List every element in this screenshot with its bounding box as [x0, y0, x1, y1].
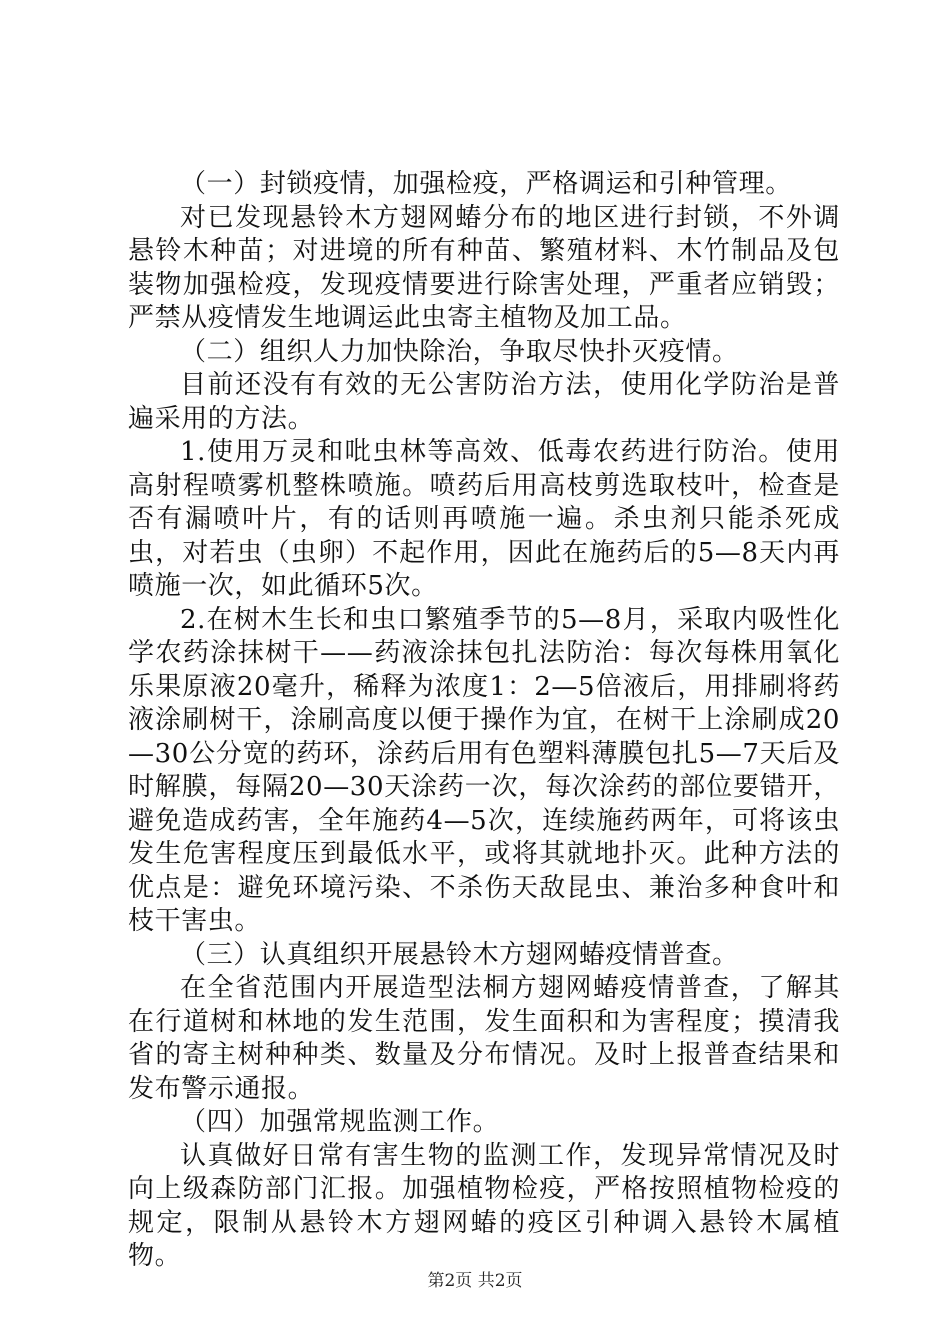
document-body	[128, 168, 840, 1274]
heading-3-survey: （三）认真组织开展悬铃木方翅网蝽疫情普查。	[180, 939, 739, 970]
paragraph-chemical-control-intro: 目前还没有有效的无公害防治方法，使用化学防治是普遍采用的方法。	[128, 370, 840, 434]
paragraph-method-1-spraying: 1.使用万灵和吡虫林等高效、低毒农药进行防治。使用高射程喷雾机整株喷施。喷药后用高枝剪选取枝叶，检查是否有漏喷叶片，有的话则再喷施一遍。杀虫剂只能杀死成虫，对若虫（虫卵）不起作用，因此在施药后的5—8天内再喷施一次，如此循环5次。	[128, 437, 840, 601]
heading-2-organize-control: （二）组织人力加快除治，争取尽快扑灭疫情。	[180, 336, 739, 367]
paragraph-quarantine-measures: 对已发现悬铃木方翅网蝽分布的地区进行封锁，不外调悬铃木种苗；对进境的所有种苗、繁殖材料、木竹制品及包装物加强检疫，发现疫情要进行除害处理，严重者应销毁；严禁从疫情发生地调运此虫寄主植物及加工品。	[128, 202, 840, 333]
heading-1-seal-off-epidemic: （一）封锁疫情，加强检疫，严格调运和引种管理。	[180, 169, 792, 199]
paragraph-survey-details: 在全省范围内开展造型法桐方翅网蝽疫情普查，了解其在行道树和林地的发生范围，发生面积和为害程度；摸清我省的寄主树种种类、数量及分布情况。及时上报普查结果和发布警示通报。	[128, 973, 840, 1104]
paragraph-monitoring-details: 认真做好日常有害生物的监测工作，发现异常情况及时向上级森防部门汇报。加强植物检疫，严格按照植物检疫的规定，限制从悬铃木方翅网蝽的疫区引种调入悬铃木属植物。	[128, 1140, 840, 1271]
paragraph-method-2-trunk-coating: 2.在树木生长和虫口繁殖季节的5—8月，采取内吸性化学农药涂抹树干——药液涂抹包扎法防治：每次每株用氧化乐果原液20毫升，稀释为浓度1：2—5倍液后，用排刷将药液涂刷树干，涂刷高度以便于操作为宜，在树干上涂刷成20—30公分宽的药环，涂药后用有色塑料薄膜包扎5—7天后及时解膜，每隔20—30天涂药一次，每次涂药的部位要错开，避免造成药害，全年施药4—5次，连续施药两年，可将该虫发生危害程度压到最低水平，或将其就地扑灭。此种方法的优点是：避免环境污染、不杀伤天敌昆虫、兼治多种食叶和枝干害虫。	[128, 604, 840, 936]
page-number-footer: 第2页 共2页	[427, 1271, 523, 1291]
heading-4-monitoring: （四）加强常规监测工作。	[180, 1107, 500, 1137]
